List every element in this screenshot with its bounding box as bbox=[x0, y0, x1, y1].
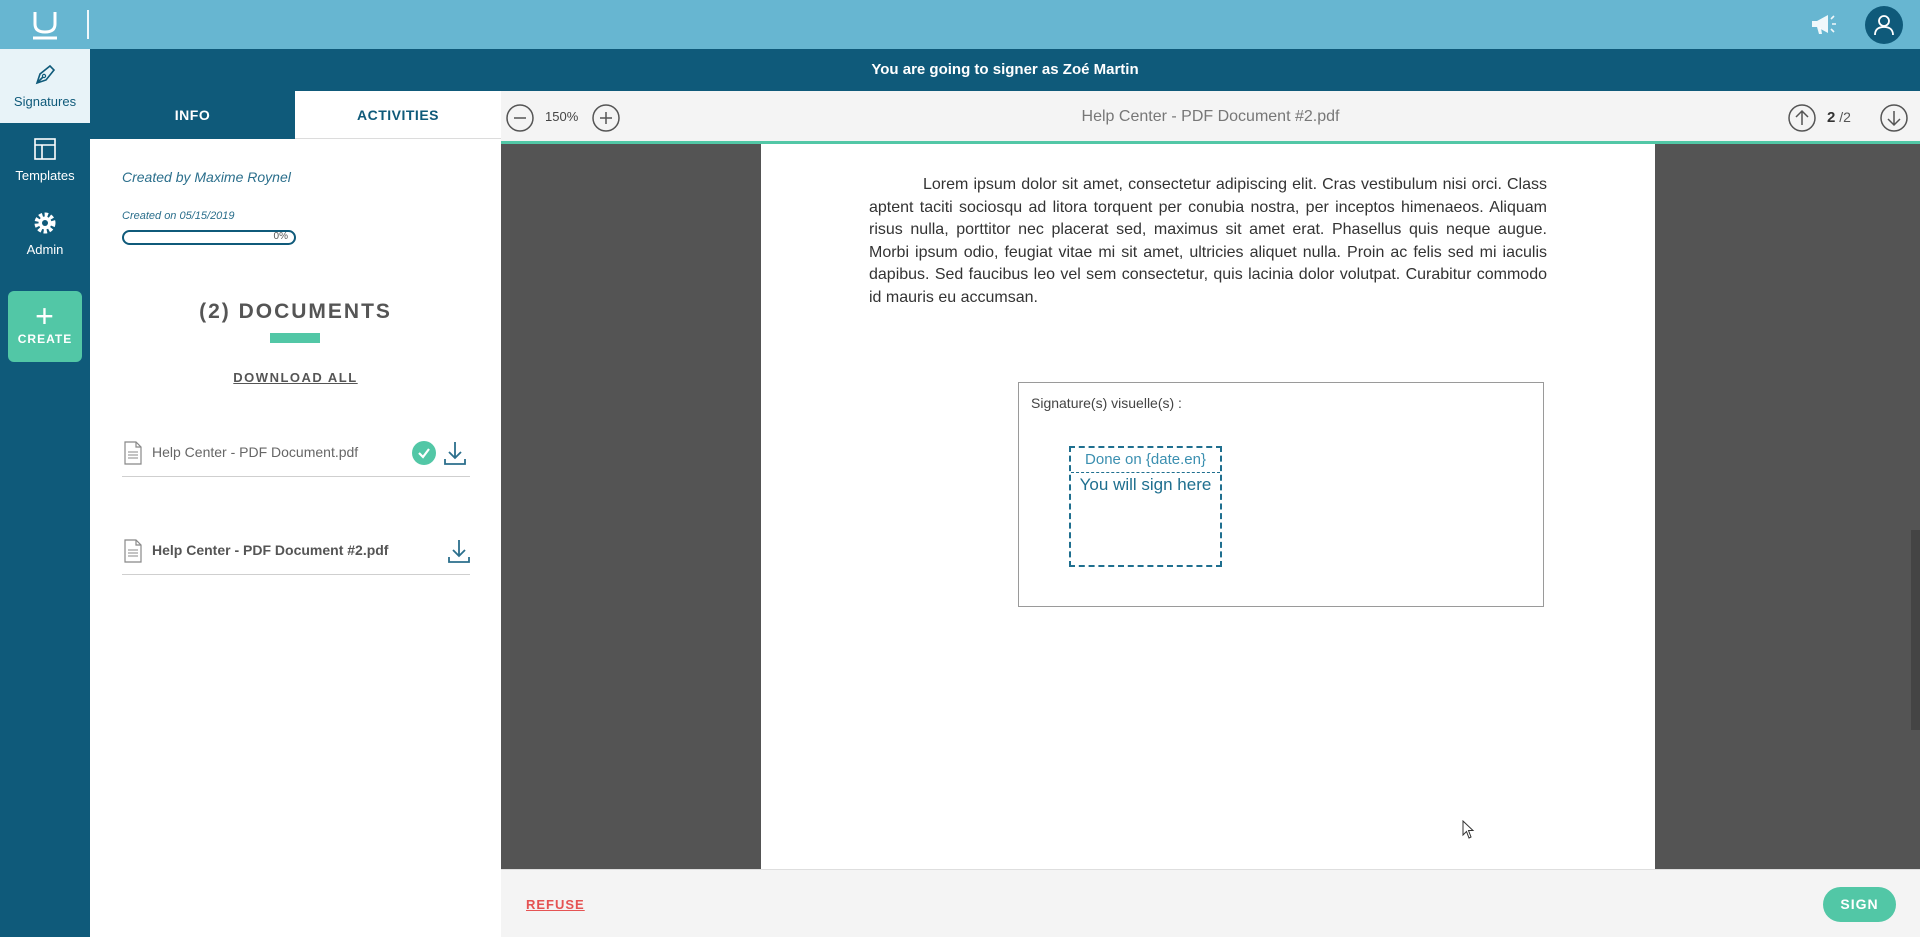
tab-info[interactable]: INFO bbox=[90, 91, 295, 139]
created-on-text: Created on 05/15/2019 bbox=[122, 210, 235, 222]
viewer-document-title: Help Center - PDF Document #2.pdf bbox=[1081, 108, 1340, 125]
download-icon[interactable] bbox=[446, 537, 472, 565]
create-button[interactable] bbox=[8, 291, 82, 362]
viewer-toolbar bbox=[501, 91, 1920, 144]
megaphone-icon[interactable] bbox=[1808, 10, 1838, 38]
page-current: 2 bbox=[1827, 109, 1836, 126]
file-icon bbox=[124, 441, 142, 465]
arrow-up-icon[interactable] bbox=[1787, 103, 1817, 133]
pdf-viewer[interactable] bbox=[501, 144, 1920, 869]
page-total: /2 bbox=[1839, 109, 1851, 125]
signature-placeholder: You will sign here bbox=[1079, 475, 1212, 494]
panel-tabs bbox=[90, 91, 501, 139]
page-indicator bbox=[1827, 109, 1851, 126]
nav-item-signatures[interactable] bbox=[0, 49, 90, 123]
user-icon bbox=[1872, 13, 1896, 37]
signer-banner: You are going to signer as Zoé Martin bbox=[90, 49, 1920, 91]
mouse-cursor-icon bbox=[1462, 820, 1476, 840]
document-row[interactable] bbox=[122, 427, 470, 477]
created-by-text: Created by Maxime Roynel bbox=[122, 169, 291, 185]
create-label: CREATE bbox=[17, 332, 73, 346]
nav-item-templates[interactable] bbox=[0, 123, 90, 197]
plus-icon: + bbox=[35, 298, 55, 334]
signature-progress-bar bbox=[122, 230, 296, 245]
zoom-out-icon[interactable] bbox=[505, 103, 535, 133]
gear-icon bbox=[31, 209, 59, 237]
action-bar bbox=[501, 869, 1920, 937]
logo-separator bbox=[87, 10, 89, 39]
document-info-panel bbox=[90, 91, 501, 937]
viewer-scrollbar[interactable] bbox=[1911, 530, 1920, 730]
zoom-in-icon[interactable] bbox=[591, 103, 621, 133]
top-header bbox=[0, 0, 1920, 49]
pen-nib-icon bbox=[31, 61, 59, 89]
signature-field[interactable] bbox=[1069, 446, 1222, 567]
signature-box bbox=[1018, 382, 1544, 607]
download-all-link[interactable]: DOWNLOAD ALL bbox=[233, 370, 358, 385]
brand-logo-icon[interactable] bbox=[28, 8, 62, 42]
signature-box-label: Signature(s) visuelle(s) : bbox=[1031, 395, 1182, 411]
nav-item-admin[interactable] bbox=[0, 197, 90, 271]
document-row[interactable] bbox=[122, 525, 470, 575]
documents-title: (2) DOCUMENTS bbox=[199, 300, 392, 323]
progress-percent: 0% bbox=[273, 231, 288, 242]
layout-icon bbox=[31, 135, 59, 163]
pdf-page bbox=[761, 144, 1655, 869]
download-icon[interactable] bbox=[442, 439, 468, 467]
zoom-level: 150% bbox=[545, 109, 579, 124]
arrow-down-icon[interactable] bbox=[1879, 103, 1909, 133]
nav-label-signatures: Signatures bbox=[13, 94, 77, 109]
document-name[interactable]: Help Center - PDF Document.pdf bbox=[152, 444, 359, 460]
check-icon bbox=[412, 441, 436, 465]
left-navigation bbox=[0, 49, 90, 937]
file-icon bbox=[124, 539, 142, 563]
nav-label-templates: Templates bbox=[15, 168, 75, 183]
user-avatar[interactable] bbox=[1865, 6, 1903, 44]
refuse-button[interactable]: REFUSE bbox=[526, 897, 585, 912]
nav-label-admin: Admin bbox=[26, 242, 64, 257]
signature-date: Done on {date.en} bbox=[1071, 448, 1220, 473]
document-name[interactable]: Help Center - PDF Document #2.pdf bbox=[152, 542, 389, 558]
sign-button[interactable]: SIGN bbox=[1823, 887, 1896, 922]
documents-title-underline bbox=[270, 333, 320, 343]
tab-activities[interactable]: ACTIVITIES bbox=[295, 91, 501, 139]
page-body-text: Lorem ipsum dolor sit amet, consectetur adipiscing elit. Cras vestibulum nisi orci. Class aptent taciti sociosqu ad litora torquent per conubia nostra, per inceptos himenaeos. Aliquam risus nulla, porttitor nec placerat sed, maximus sit amet erat. Phasellus quis neque augue. Morbi ipsum odio, feugiat vitae mi sit amet, ultricies aliquet nulla. Proin ac felis sed mi iaculis dapibus. Sed faucibus leo vel sem consectetur, quis lacinia dolor volutpat. Curabitur commodo id mauris eu accumsan. bbox=[869, 176, 1547, 306]
